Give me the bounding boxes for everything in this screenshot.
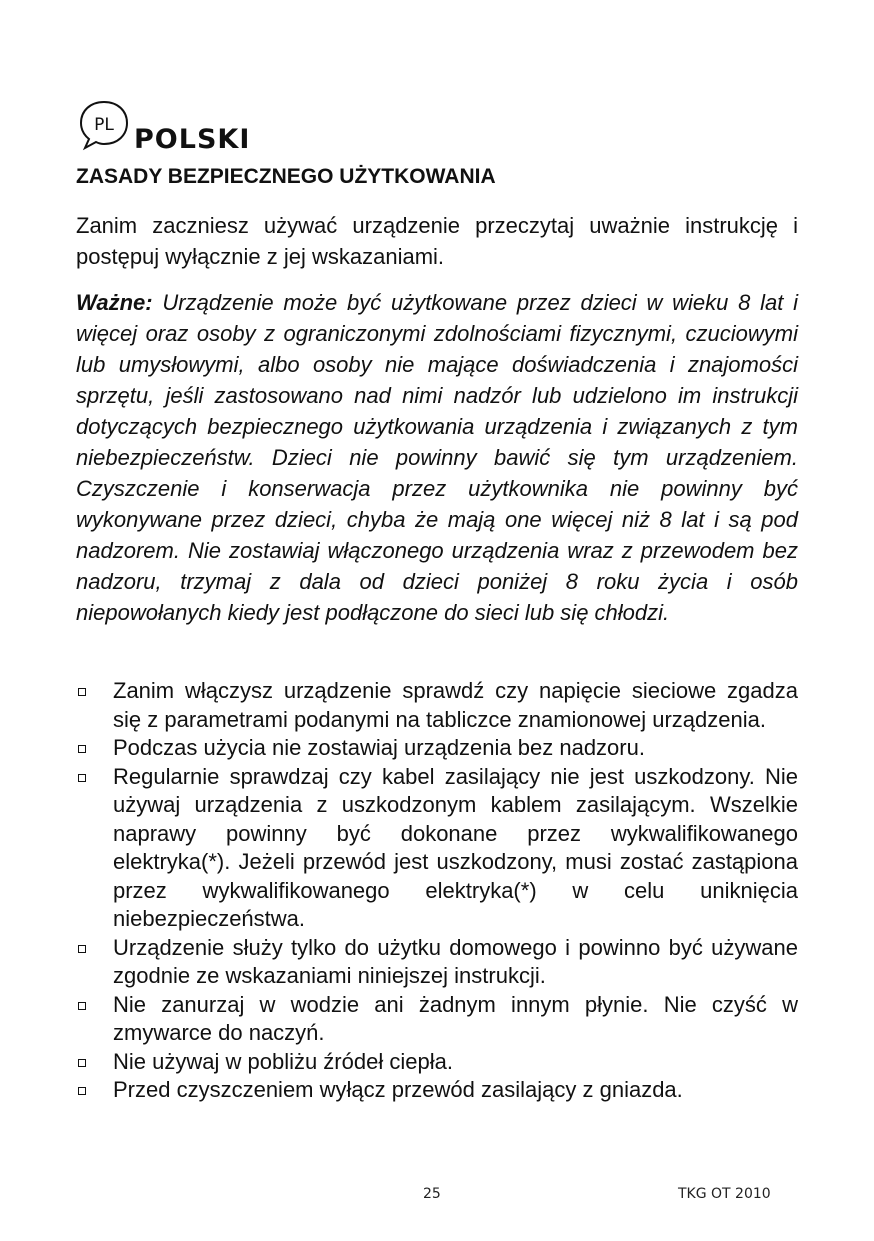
page-number: 25: [423, 1186, 441, 1202]
list-item: [76, 677, 798, 734]
list-item-text: Podczas użycia nie zostawiaj urządzenia bez nadzoru.: [113, 735, 645, 760]
warning-lead: Ważne:: [76, 290, 153, 315]
list-item-text: Nie zanurzaj w wodzie ani żadnym innym płynie. Nie czyść w zmywarce do naczyń.: [113, 991, 798, 1045]
checkbox-bullet-icon: [78, 745, 86, 753]
list-item-text: Zanim włączysz urządzenie sprawdź czy napięcie sieciowe zgadza się z parametrami podanymi na tabliczce znamionowej urządzenia.: [113, 678, 798, 732]
list-item: [76, 1076, 798, 1105]
list-item-text: Nie używaj w pobliżu źródeł ciepła.: [113, 1048, 453, 1074]
list-item: [76, 934, 798, 991]
list-item-text: Urządzenie służy tylko do użytku domowego i powinno być używane zgodnie ze wskazaniami niniejszej instrukcji.: [113, 934, 798, 988]
list-item-text: Regularnie sprawdzaj czy kabel zasilający nie jest uszkodzony. Nie używaj urządzenia z uszkodzonym kablem zasilającym. Wszelkie naprawy powinny być dokonane przez wykwalifikowanego elektryka(*). Jeżeli przewód jest uszkodzony, musi zostać zastąpiona przez wykwalifikowanego elektryka(*) w celu uniknięcia niebezpieczeństwa.: [113, 763, 798, 931]
checkbox-bullet-icon: [78, 688, 86, 696]
section-heading: ZASADY BEZPIECZNEGO UŻYTKOWANIA: [76, 165, 496, 188]
checkbox-bullet-icon: [78, 1059, 86, 1067]
intro-paragraph: Zanim zaczniesz używać urządzenie przeczytaj uważnie instrukcję i postępuj wyłącznie z jej wskazaniami.: [76, 213, 798, 269]
language-name: POLSKI: [134, 124, 251, 155]
list-item: [76, 1048, 798, 1077]
warning-text: Urządzenie może być użytkowane przez dzieci w wieku 8 lat i więcej oraz osoby z ograniczonymi zdolnościami fizycznymi, czuciowymi lub umysłowymi, albo osoby nie mające doświadczenia i znajomości sprzętu, jeśli zastosowano nad nimi nadzór lub udzielono im instrukcji dotyczących bezpiecznego użytkowania urządzenia i związanych z tym niebezpieczeństw. Dzieci nie powinny bawić się tym urządzeniem. Czyszczenie i konserwacja przez użytkownika nie powinny być wykonywane przez dzieci, chyba że mają one więcej niż 8 lat i są pod nadzorem. Nie zostawiaj włączonego urządzenia wraz z przewodem bez nadzoru, trzymaj z dala od dzieci poniżej 8 roku życia i osób niepowołanych kiedy jest podłączone do sieci lub się chłodzi.: [76, 290, 798, 625]
model-code: TKG OT 2010: [678, 1186, 771, 1202]
list-item: [76, 763, 798, 934]
language-header: [76, 96, 476, 160]
checkbox-bullet-icon: [78, 1087, 86, 1095]
checkbox-bullet-icon: [78, 1002, 86, 1010]
list-item: [76, 991, 798, 1048]
warning-paragraph: [76, 287, 798, 628]
speech-bubble-icon: [76, 98, 132, 154]
safety-rules-list: [76, 677, 798, 1105]
language-badge-text: PL: [94, 115, 114, 135]
list-item: [76, 734, 798, 763]
checkbox-bullet-icon: [78, 945, 86, 953]
checkbox-bullet-icon: [78, 774, 86, 782]
list-item-text: Przed czyszczeniem wyłącz przewód zasilający z gniazda.: [113, 1077, 683, 1102]
